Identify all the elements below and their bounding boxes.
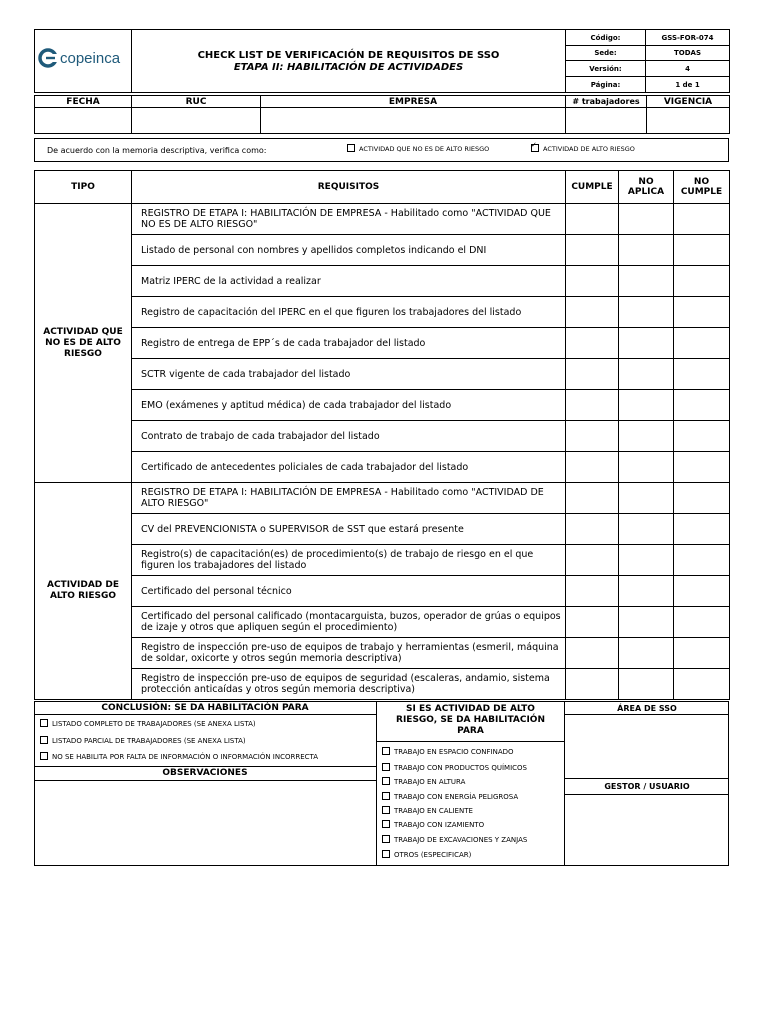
cumple-cell[interactable] xyxy=(566,638,619,669)
col-tipo-header: TIPO xyxy=(35,171,132,204)
alto-riesgo-option[interactable]: TRABAJO DE EXCAVACIONES Y ZANJAS xyxy=(382,836,527,844)
table-row xyxy=(35,390,730,421)
trabajadores-field[interactable] xyxy=(566,108,647,134)
checkbox-icon[interactable] xyxy=(40,736,48,744)
alto-riesgo-option[interactable]: TRABAJO EN CALIENTE xyxy=(382,807,473,815)
cumple-cell[interactable] xyxy=(566,390,619,421)
requisito-cell: Registro de inspección pre-uso de equipos de seguridad (escaleras, andamio, sistema protección anticaídas y otros según memoria descriptiva) xyxy=(132,669,566,700)
table-row xyxy=(35,514,730,545)
requisito-cell: Matriz IPERC de la actividad a realizar xyxy=(132,266,566,297)
meta-label-codigo: Código: xyxy=(566,30,646,46)
no-aplica-cell[interactable] xyxy=(619,359,674,390)
table-row xyxy=(35,297,730,328)
requisito-cell: Certificado de antecedentes policiales de cada trabajador del listado xyxy=(132,452,566,483)
verify-row xyxy=(34,138,729,162)
meta-value-version: 4 xyxy=(646,61,730,77)
no-aplica-cell[interactable] xyxy=(619,297,674,328)
page-subtitle: ETAPA II: HABILITACIÓN DE ACTIVIDADES xyxy=(233,61,464,73)
alto-riesgo-title: SI ES ACTIVIDAD DE ALTO RIESGO, SE DA HABILITACIÓN PARA xyxy=(396,704,545,736)
verify-option-alto-riesgo[interactable]: ✓ ACTIVIDAD DE ALTO RIESGO xyxy=(531,145,635,153)
cumple-cell[interactable] xyxy=(566,359,619,390)
requisito-cell: Certificado del personal técnico xyxy=(132,576,566,607)
cumple-cell[interactable] xyxy=(566,607,619,638)
checkbox-icon[interactable] xyxy=(382,850,390,858)
table-row xyxy=(35,669,730,700)
requisito-cell: REGISTRO DE ETAPA I: HABILITACIÓN DE EMPRESA - Habilitado como "ACTIVIDAD QUE NO ES DE ALTO RIESGO" xyxy=(132,204,566,235)
meta-value-codigo: GSS-FOR-074 xyxy=(646,30,730,46)
divider xyxy=(377,741,564,742)
page-title: CHECK LIST DE VERIFICACIÓN DE REQUISITOS DE SSO xyxy=(197,49,500,61)
checkbox-icon[interactable] xyxy=(382,792,390,800)
requisito-cell: Listado de personal con nombres y apellidos completos indicando el DNI xyxy=(132,235,566,266)
no-aplica-cell[interactable] xyxy=(619,235,674,266)
no-cumple-cell[interactable] xyxy=(674,359,730,390)
no-aplica-cell[interactable] xyxy=(619,483,674,514)
cumple-cell[interactable] xyxy=(566,514,619,545)
meta-value-sede: TODAS xyxy=(646,46,730,61)
cumple-cell[interactable] xyxy=(566,576,619,607)
meta-label-sede: Sede: xyxy=(566,46,646,61)
conclusion-option[interactable]: LISTADO PARCIAL DE TRABAJADORES (SE ANEXA LISTA) xyxy=(40,737,246,745)
no-cumple-cell[interactable] xyxy=(674,514,730,545)
col-requisitos-header: REQUISITOS xyxy=(132,171,566,204)
checkbox-icon[interactable] xyxy=(382,777,390,785)
table-row xyxy=(35,359,730,390)
conclusion-title: CONCLUSIÓN: SE DA HABILITACIÓN PARA xyxy=(101,703,309,713)
verify-text: De acuerdo con la memoria descriptiva, verifica como: xyxy=(47,146,267,155)
requisito-cell: Registro de inspección pre-uso de equipos de trabajo y herramientas (esmeril, máquina de soldar, oxicorte y otros según memoria descriptiva) xyxy=(132,638,566,669)
checkbox-icon[interactable] xyxy=(382,820,390,828)
cumple-cell[interactable] xyxy=(566,297,619,328)
checkbox-icon[interactable] xyxy=(40,719,48,727)
tipo-alto-riesgo: ACTIVIDAD DE ALTO RIESGO xyxy=(35,483,132,700)
table-row xyxy=(35,204,730,235)
gestor-signature-field[interactable] xyxy=(566,795,728,865)
table-row xyxy=(35,328,730,359)
no-aplica-cell[interactable] xyxy=(619,576,674,607)
checkbox-icon[interactable] xyxy=(347,144,355,152)
requisito-cell: EMO (exámenes y aptitud médica) de cada trabajador del listado xyxy=(132,390,566,421)
col-cumple-header: CUMPLE xyxy=(566,171,619,204)
logo-cell xyxy=(35,30,132,93)
info-table xyxy=(34,95,730,134)
no-aplica-cell[interactable] xyxy=(619,390,674,421)
no-aplica-cell[interactable] xyxy=(619,514,674,545)
alto-riesgo-option[interactable]: TRABAJO EN ALTURA xyxy=(382,778,465,786)
cumple-cell[interactable] xyxy=(566,235,619,266)
ruc-field[interactable] xyxy=(132,108,261,134)
observaciones-title: OBSERVACIONES xyxy=(162,768,248,778)
checkbox-icon[interactable] xyxy=(382,806,390,814)
observaciones-field[interactable] xyxy=(35,781,375,865)
requisito-cell: Registro(s) de capacitación(es) de procedimiento(s) de trabajo de riesgo en el que figuren los trabajadores del listado xyxy=(132,545,566,576)
requirements-table xyxy=(34,170,730,700)
conclusion-option[interactable]: LISTADO COMPLETO DE TRABAJADORES (SE ANEXA LISTA) xyxy=(40,720,256,728)
empresa-header: EMPRESA xyxy=(261,96,566,108)
header-table xyxy=(34,29,730,93)
no-cumple-cell[interactable] xyxy=(674,483,730,514)
area-sso-label: ÁREA DE SSO xyxy=(617,704,677,713)
no-aplica-cell[interactable] xyxy=(619,204,674,235)
table-row xyxy=(35,576,730,607)
no-cumple-cell[interactable] xyxy=(674,638,730,669)
no-cumple-cell[interactable] xyxy=(674,576,730,607)
table-row xyxy=(35,266,730,297)
table-row xyxy=(35,545,730,576)
fecha-field[interactable] xyxy=(35,108,132,134)
checkbox-icon[interactable] xyxy=(382,763,390,771)
no-cumple-cell[interactable] xyxy=(674,297,730,328)
alto-riesgo-option[interactable]: TRABAJO CON ENERGÍA PELIGROSA xyxy=(382,793,518,801)
verify-option-no-alto-riesgo[interactable]: ACTIVIDAD QUE NO ES DE ALTO RIESGO xyxy=(347,145,489,153)
no-aplica-cell[interactable] xyxy=(619,266,674,297)
no-aplica-cell[interactable] xyxy=(619,669,674,700)
cumple-cell[interactable] xyxy=(566,452,619,483)
cumple-cell[interactable] xyxy=(566,328,619,359)
no-cumple-cell[interactable] xyxy=(674,421,730,452)
requisito-cell: REGISTRO DE ETAPA I: HABILITACIÓN DE EMPRESA - Habilitado como "ACTIVIDAD DE ALTO RIESGO" xyxy=(132,483,566,514)
copeinca-logo-icon xyxy=(38,48,58,68)
divider xyxy=(34,714,376,715)
no-cumple-cell[interactable] xyxy=(674,266,730,297)
ruc-header: RUC xyxy=(132,96,261,108)
cumple-cell[interactable] xyxy=(566,266,619,297)
table-row xyxy=(35,235,730,266)
no-cumple-cell[interactable] xyxy=(674,669,730,700)
cumple-cell[interactable] xyxy=(566,204,619,235)
checkbox-icon[interactable] xyxy=(382,835,390,843)
cumple-cell[interactable] xyxy=(566,669,619,700)
no-cumple-cell[interactable] xyxy=(674,328,730,359)
requisito-cell: Registro de capacitación del IPERC en el que figuren los trabajadores del listado xyxy=(132,297,566,328)
requisito-cell: CV del PREVENCIONISTA o SUPERVISOR de SST que estará presente xyxy=(132,514,566,545)
no-aplica-cell[interactable] xyxy=(619,452,674,483)
fecha-header: FECHA xyxy=(35,96,132,108)
gestor-label: GESTOR / USUARIO xyxy=(604,782,690,791)
copeinca-logo xyxy=(38,48,120,68)
no-cumple-cell[interactable] xyxy=(674,204,730,235)
no-cumple-cell[interactable] xyxy=(674,235,730,266)
cumple-cell[interactable] xyxy=(566,545,619,576)
alto-riesgo-option[interactable]: OTROS (ESPECIFICAR) xyxy=(382,851,471,859)
table-row xyxy=(35,452,730,483)
requisito-cell: Registro de entrega de EPP´s de cada trabajador del listado xyxy=(132,328,566,359)
title-cell xyxy=(132,30,566,93)
no-aplica-cell[interactable] xyxy=(619,545,674,576)
no-cumple-cell[interactable] xyxy=(674,390,730,421)
meta-value-pagina: 1 de 1 xyxy=(646,77,730,93)
divider xyxy=(565,778,729,779)
cumple-cell[interactable] xyxy=(566,483,619,514)
vigencia-field[interactable] xyxy=(647,108,730,134)
table-row xyxy=(35,638,730,669)
col-no-aplica-header: NO APLICA xyxy=(619,171,674,204)
no-aplica-cell[interactable] xyxy=(619,328,674,359)
alto-riesgo-option[interactable]: TRABAJO CON IZAMIENTO xyxy=(382,821,484,829)
table-row xyxy=(35,483,730,514)
requisito-cell: SCTR vigente de cada trabajador del listado xyxy=(132,359,566,390)
no-cumple-cell[interactable] xyxy=(674,452,730,483)
no-cumple-cell[interactable] xyxy=(674,607,730,638)
col-no-cumple-header: NO CUMPLE xyxy=(674,171,730,204)
alto-riesgo-option[interactable]: TRABAJO EN ESPACIO CONFINADO xyxy=(382,748,514,756)
empresa-field[interactable] xyxy=(261,108,566,134)
area-sso-signature-field[interactable] xyxy=(566,715,728,777)
checkbox-icon[interactable] xyxy=(40,752,48,760)
logo-text: copeinca xyxy=(60,49,121,67)
meta-label-pagina: Página: xyxy=(566,77,646,93)
vigencia-header: VIGENCIA xyxy=(647,96,730,108)
checked-checkbox-icon[interactable] xyxy=(531,144,539,152)
alto-riesgo-option[interactable]: TRABAJO CON PRODUCTOS QUÍMICOS xyxy=(382,764,527,772)
checkbox-icon[interactable] xyxy=(382,747,390,755)
no-aplica-cell[interactable] xyxy=(619,421,674,452)
tipo-no-alto-riesgo: ACTIVIDAD QUE NO ES DE ALTO RIESGO xyxy=(35,204,132,483)
requisito-cell: Certificado del personal calificado (montacarguista, buzos, operador de grúas o equipos de izaje y otros que apliquen según el procedimiento) xyxy=(132,607,566,638)
meta-label-version: Versión: xyxy=(566,61,646,77)
no-cumple-cell[interactable] xyxy=(674,545,730,576)
requisito-cell: Contrato de trabajo de cada trabajador del listado xyxy=(132,421,566,452)
trabajadores-header: # trabajadores xyxy=(566,96,647,108)
table-row xyxy=(35,607,730,638)
no-aplica-cell[interactable] xyxy=(619,638,674,669)
conclusion-option[interactable]: NO SE HABILITA POR FALTA DE INFORMACIÓN O INFORMACIÓN INCORRECTA xyxy=(40,753,318,761)
table-row xyxy=(35,421,730,452)
no-aplica-cell[interactable] xyxy=(619,607,674,638)
cumple-cell[interactable] xyxy=(566,421,619,452)
